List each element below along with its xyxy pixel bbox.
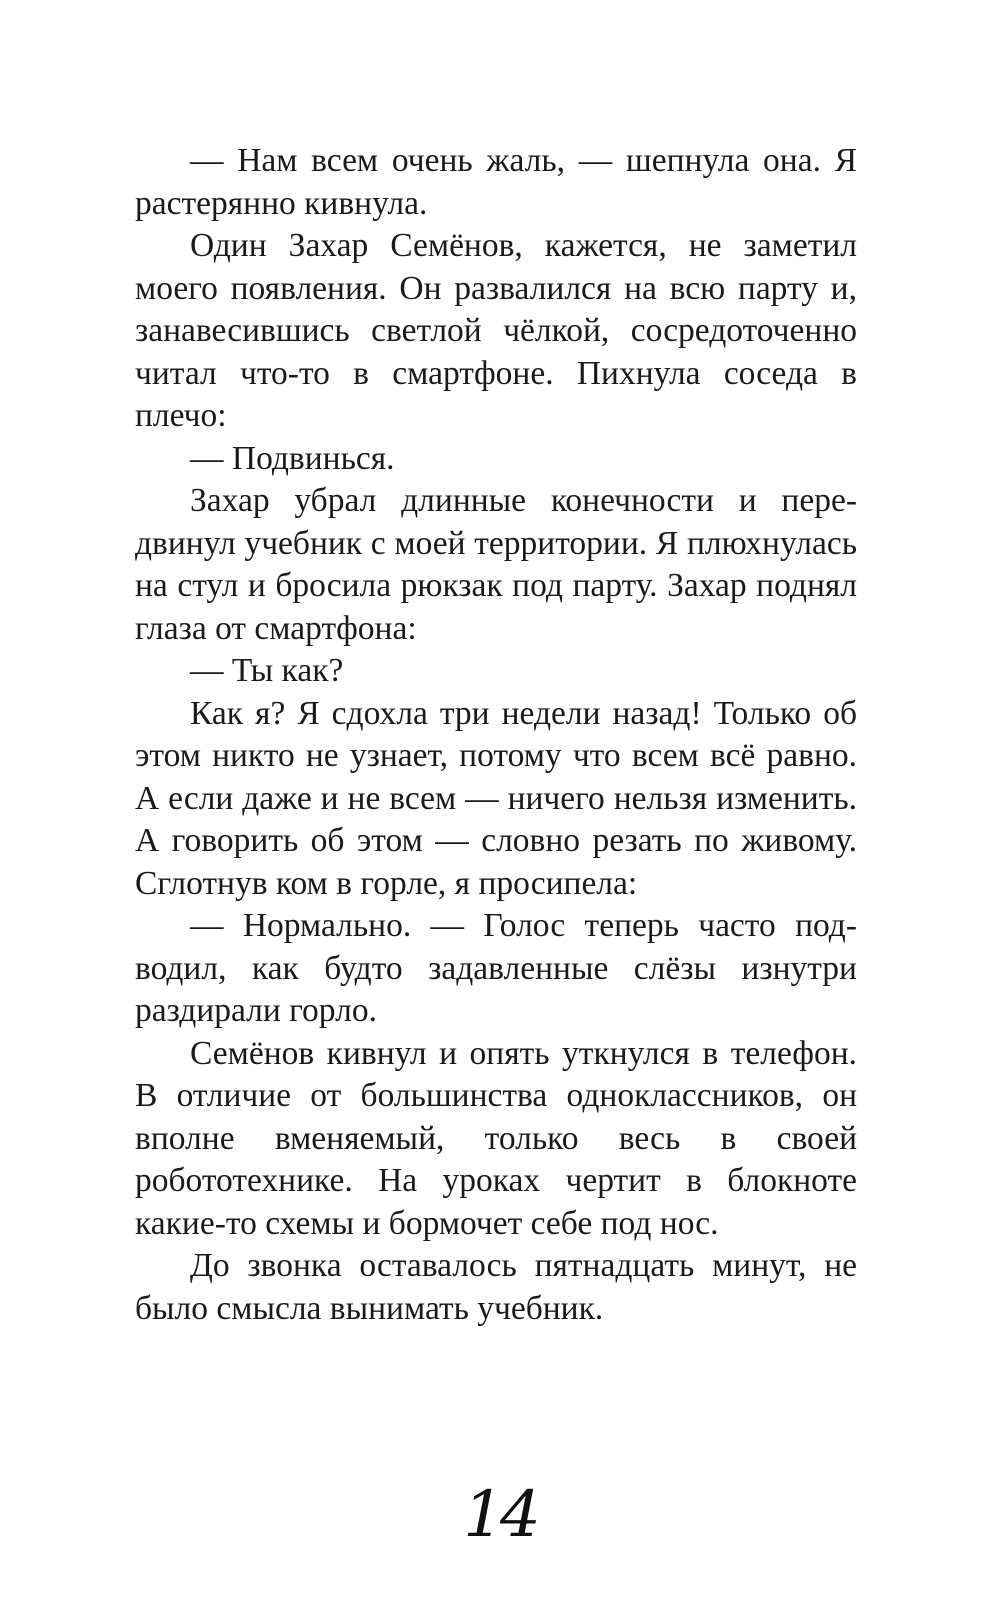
body-text — [135, 140, 857, 1330]
paragraph: — Нам всем очень жаль, — шепнула она. Я растерянно кивнула. — [135, 142, 857, 222]
paragraph: — Ты как? — [190, 652, 344, 689]
paragraph: — Подвинься. — [190, 439, 395, 477]
paragraph: — Нормально. — Голос теперь часто подводил, как будто задавленные слёзы изнутри раздирали горло. — [135, 907, 857, 1029]
paragraph: Семёнов кивнул и опять уткнулся в телефон. В отличие от большинства одноклассников, он вполне вменяемый, только весь в своей робототехнике. На уроках чертит в блокноте какие-то схемы и бормочет себе под нос. — [135, 1034, 857, 1242]
paragraph: Как я? Я сдохла три недели назад! Только об этом никто не узнает, потому что всем всё равно. А если даже и не всем — ничего нельзя изменить. А говорить об этом — словно резать по живому. Сглотнув ком в горле, я просипела: — [135, 694, 857, 902]
page-number: 14 — [463, 1478, 537, 1552]
paragraph: Захар убрал длинные конечности и передвинул учебник с моей территории. Я плюхнулась на стул и бросила рюкзак под парту. Захар поднял глаза от смартфона: — [135, 482, 857, 647]
paragraph: Один Захар Семёнов, кажется, не заметил моего появления. Он развалился на всю парту и, занавесившись светлой чёлкой, сосредоточенно читал что-то в смартфоне. Пихнула соседа в плечо: — [135, 227, 857, 434]
paragraph: До звонка оставалось пятнадцать минут, не было смысла вынимать учебник. — [135, 1247, 857, 1327]
